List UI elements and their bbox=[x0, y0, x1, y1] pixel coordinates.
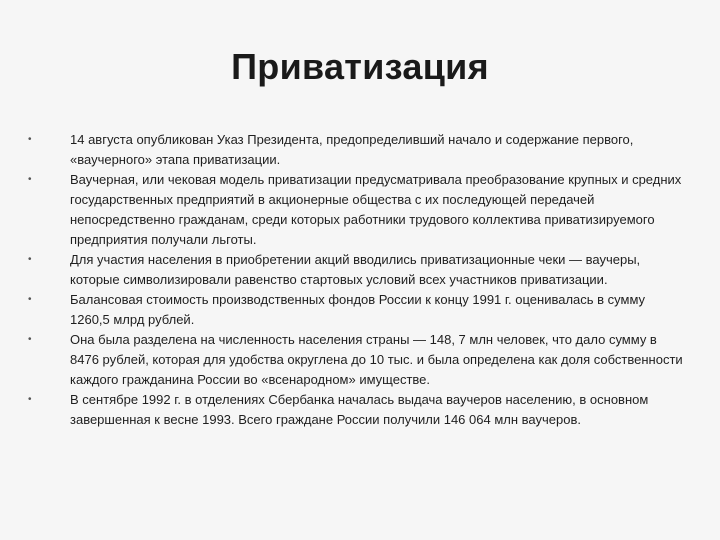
bullet-item bbox=[28, 290, 688, 330]
bullet-text: Балансовая стоимость производственных фондов России к концу 1991 г. оценивалась в сумму 1260,5 млрд рублей. bbox=[70, 292, 646, 327]
slide-title: Приватизация bbox=[231, 46, 489, 87]
bullet-item bbox=[28, 130, 688, 170]
bullet-text: В сентябре 1992 г. в отделениях Сбербанка началась выдача ваучеров населению, в основном завершенная к весне 1993. Всего граждане России получили 146 064 млн ваучеров. bbox=[70, 392, 649, 427]
bullet-item bbox=[28, 390, 688, 430]
bullet-icon: • bbox=[28, 134, 32, 145]
bullet-icon: • bbox=[28, 394, 32, 405]
bullet-icon: • bbox=[28, 174, 32, 185]
bullet-text: Ваучерная, или чековая модель приватизации предусматривала преобразование крупных и средних государственных предприятий в акционерные общества с их последующей передачей непосредственно гражданам, среди которых работники трудового коллектива приватизируемого предприятия получали льготы. bbox=[70, 172, 682, 247]
bullet-icon: • bbox=[28, 254, 32, 265]
bullet-text: Она была разделена на численность населения страны — 148, 7 млн человек, что дало сумму в 8476 рублей, которая для удобства округлена до 10 тыс. и была определена как доля собственности каждого гражданина России во «всенародном» имуществе. bbox=[70, 332, 683, 387]
bullet-text: 14 августа опубликован Указ Президента, предопределивший начало и содержание первого, «ваучерного» этапа приватизации. bbox=[70, 132, 634, 167]
bullet-icon: • bbox=[28, 294, 32, 305]
bullet-text: Для участия населения в приобретении акций вводились приватизационные чеки — ваучеры, которые символизировали равенство стартовых условий всех участников приватизации. bbox=[70, 252, 641, 287]
bullet-icon: • bbox=[28, 334, 32, 345]
bullet-item bbox=[28, 330, 688, 390]
bullet-item bbox=[28, 250, 688, 290]
bullet-list bbox=[28, 130, 688, 430]
bullet-item bbox=[28, 170, 688, 250]
